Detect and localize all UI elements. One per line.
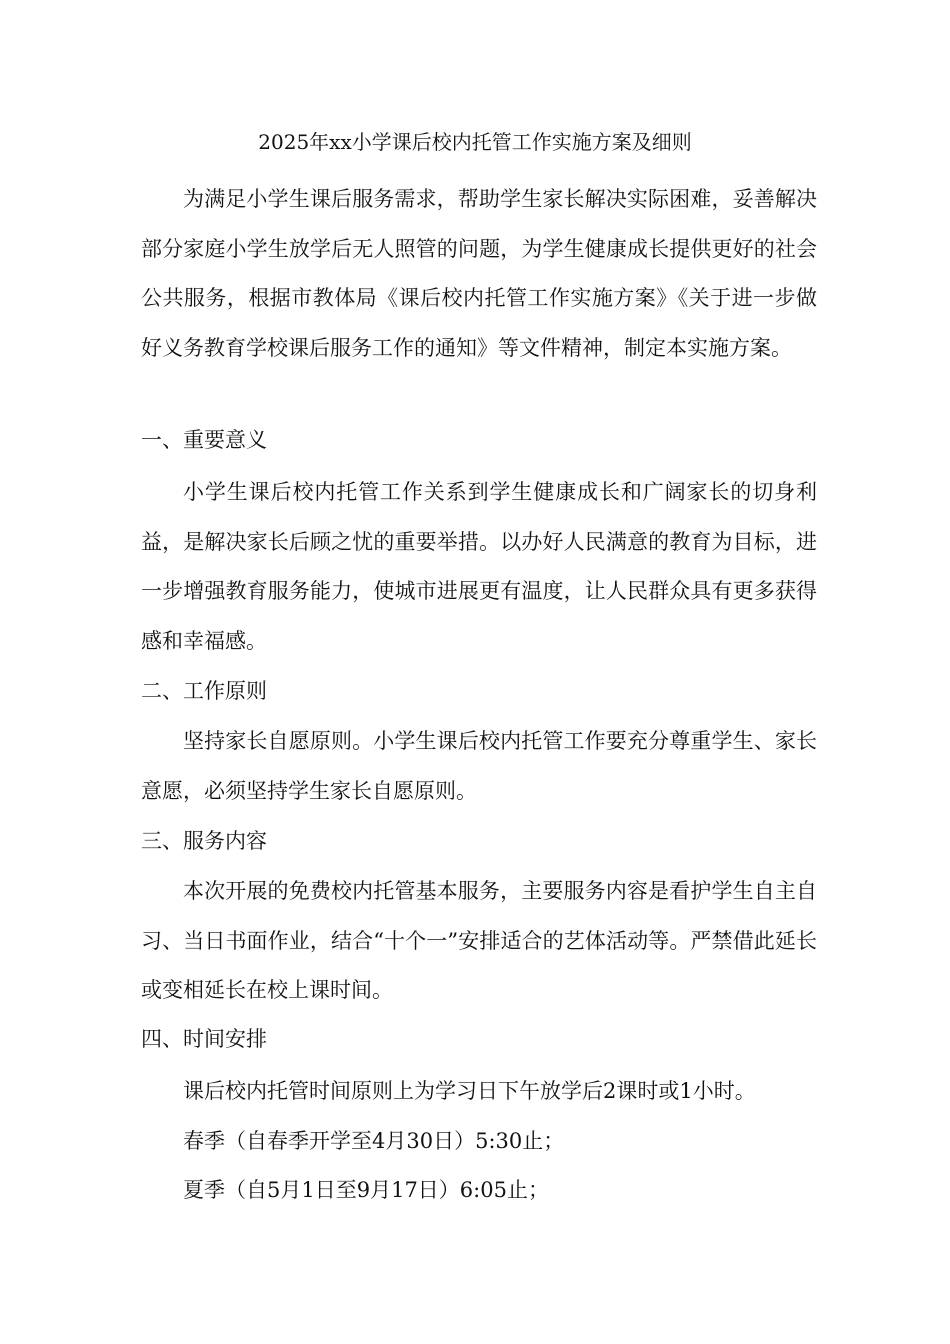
intro-paragraph: 为满足小学生课后服务需求，帮助学生家长解决实际困难，妥善解决部分家庭小学生放学后无人照管的问题，为学生健康成长提供更好的社会公共服务，根据市教体局《课后校内托管工作实施方案》《关于进一步做好义务教育学校课后服务工作的通知》等文件精神，制定本实施方案。	[141, 187, 817, 360]
schedule-paragraph: 课后校内托管时间原则上为学习日下午放学后2课时或1小时。	[183, 1079, 756, 1103]
principles-paragraph: 坚持家长自愿原则。小学生课后校内托管工作要充分尊重学生、家长意愿，必须坚持学生家长自愿原则。	[141, 729, 817, 803]
section-heading-principles: 二、工作原则	[141, 679, 267, 703]
significance-paragraph: 小学生课后校内托管工作关系到学生健康成长和广阔家长的切身利益，是解决家长后顾之忧的重要举措。以办好人民满意的教育为目标，进一步增强教育服务能力，使城市进展更有温度，让人民群众具有更多获得感和幸福感。	[141, 480, 817, 653]
document-title: 2025年xx小学课后校内托管工作实施方案及细则	[258, 130, 692, 154]
section-heading-content: 三、服务内容	[141, 829, 267, 853]
section-heading-schedule: 四、时间安排	[141, 1027, 267, 1051]
content-paragraph: 本次开展的免费校内托管基本服务，主要服务内容是看护学生自主自习、当日书面作业，结合“十个一”安排适合的艺体活动等。严禁借此延长或变相延长在校上课时间。	[141, 879, 817, 1002]
schedule-summer: 夏季（自5月1日至9月17日）6:05止；	[183, 1178, 549, 1202]
schedule-spring: 春季（自春季开学至4月30日）5:30止；	[183, 1129, 565, 1153]
section-heading-significance: 一、重要意义	[141, 428, 267, 452]
